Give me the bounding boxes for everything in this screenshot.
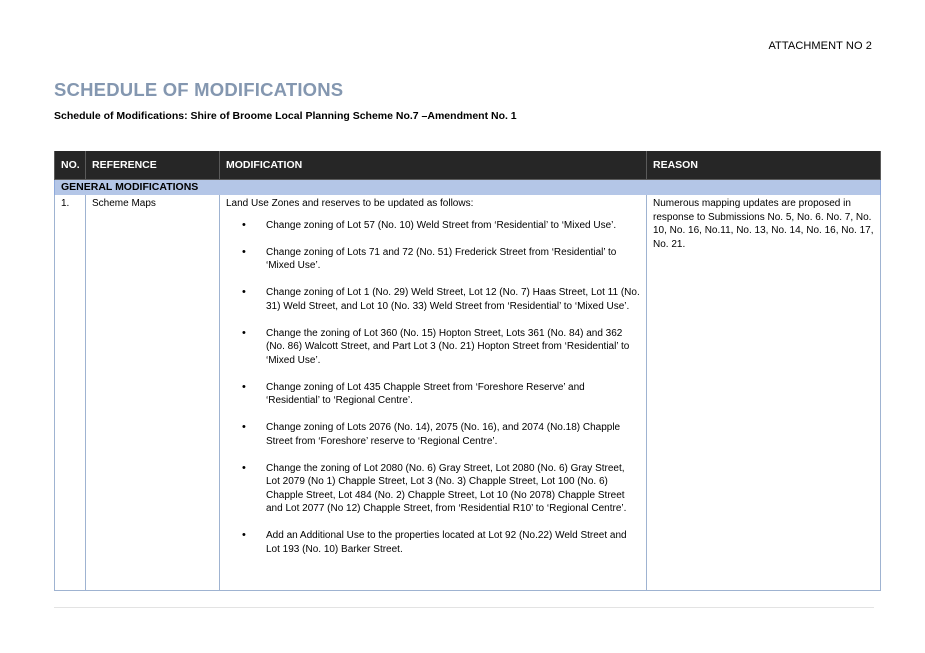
page-title: SCHEDULE OF MODIFICATIONS — [54, 79, 344, 100]
table-row — [55, 195, 881, 591]
modification-item: • Change zoning of Lot 57 (No. 10) Weld Street from ‘Residential’ to ‘Mixed Use’. — [226, 219, 640, 233]
modification-item: • Add an Additional Use to the properties located at Lot 92 (No.22) Weld Street and Lot 193 (No. 10) Barker Street. — [226, 529, 640, 556]
modifications-table — [54, 151, 881, 591]
modification-item: • Change the zoning of Lot 2080 (No. 6) Gray Street, Lot 2080 (No. 6) Gray Street, Lot 2079 (No 1) Chapple Street, Lot 3 (No. 3) Chapple Street, Lot 100 (No. 6) Chapple Street, Lot 484 (No. 2) Chapple Street, Lot 10 (No 2078) Chapple Street and Lot 2077 (No 12) Chapple Street, from ‘Residential R10’ to ‘Regional Centre’. — [226, 462, 640, 516]
row-modification — [220, 195, 647, 591]
row-reason: Numerous mapping updates are proposed in response to Submissions No. 5, No. 6. No. 7, No. 10, No. 16, No.11, No. 13, No. 14, No. 16, No. 17, No. 21. — [647, 195, 881, 591]
table-header-row — [55, 151, 881, 180]
column-header-modification: MODIFICATION — [220, 151, 647, 180]
modification-list — [226, 219, 640, 557]
row-reference: Scheme Maps — [86, 195, 220, 591]
footer-divider — [54, 607, 874, 608]
modification-item: • Change zoning of Lots 71 and 72 (No. 51) Frederick Street from ‘Residential’ to ‘Mixed Use’. — [226, 246, 640, 273]
modification-item: • Change zoning of Lots 2076 (No. 14), 2075 (No. 16), and 2074 (No.18) Chapple Street from ‘Foreshore’ reserve to ‘Regional Centre’. — [226, 421, 640, 448]
modification-intro: Land Use Zones and reserves to be updated as follows: — [226, 198, 474, 209]
section-title: GENERAL MODIFICATIONS — [55, 180, 881, 196]
row-number: 1. — [55, 195, 86, 591]
attachment-label: ATTACHMENT NO 2 — [768, 40, 872, 52]
column-header-no: NO. — [55, 151, 86, 180]
modification-item: • Change zoning of Lot 435 Chapple Street from ‘Foreshore Reserve’ and ‘Residential’ to ‘Regional Centre’. — [226, 381, 640, 408]
section-row — [55, 180, 881, 196]
page-subtitle: Schedule of Modifications: Shire of Broome Local Planning Scheme No.7 –Amendment No. 1 — [54, 110, 517, 122]
column-header-reason: REASON — [647, 151, 881, 180]
modification-item: • Change the zoning of Lot 360 (No. 15) Hopton Street, Lots 361 (No. 84) and 362 (No. 86) Walcott Street, and Part Lot 3 (No. 21) Hopton Street from ‘Residential’ to ‘Mixed Use’. — [226, 327, 640, 368]
column-header-reference: REFERENCE — [86, 151, 220, 180]
modification-item: • Change zoning of Lot 1 (No. 29) Weld Street, Lot 12 (No. 7) Haas Street, Lot 11 (No. 31) Weld Street, and Lot 10 (No. 33) Weld Street from ‘Residential’ to ‘Mixed Use’. — [226, 286, 640, 313]
